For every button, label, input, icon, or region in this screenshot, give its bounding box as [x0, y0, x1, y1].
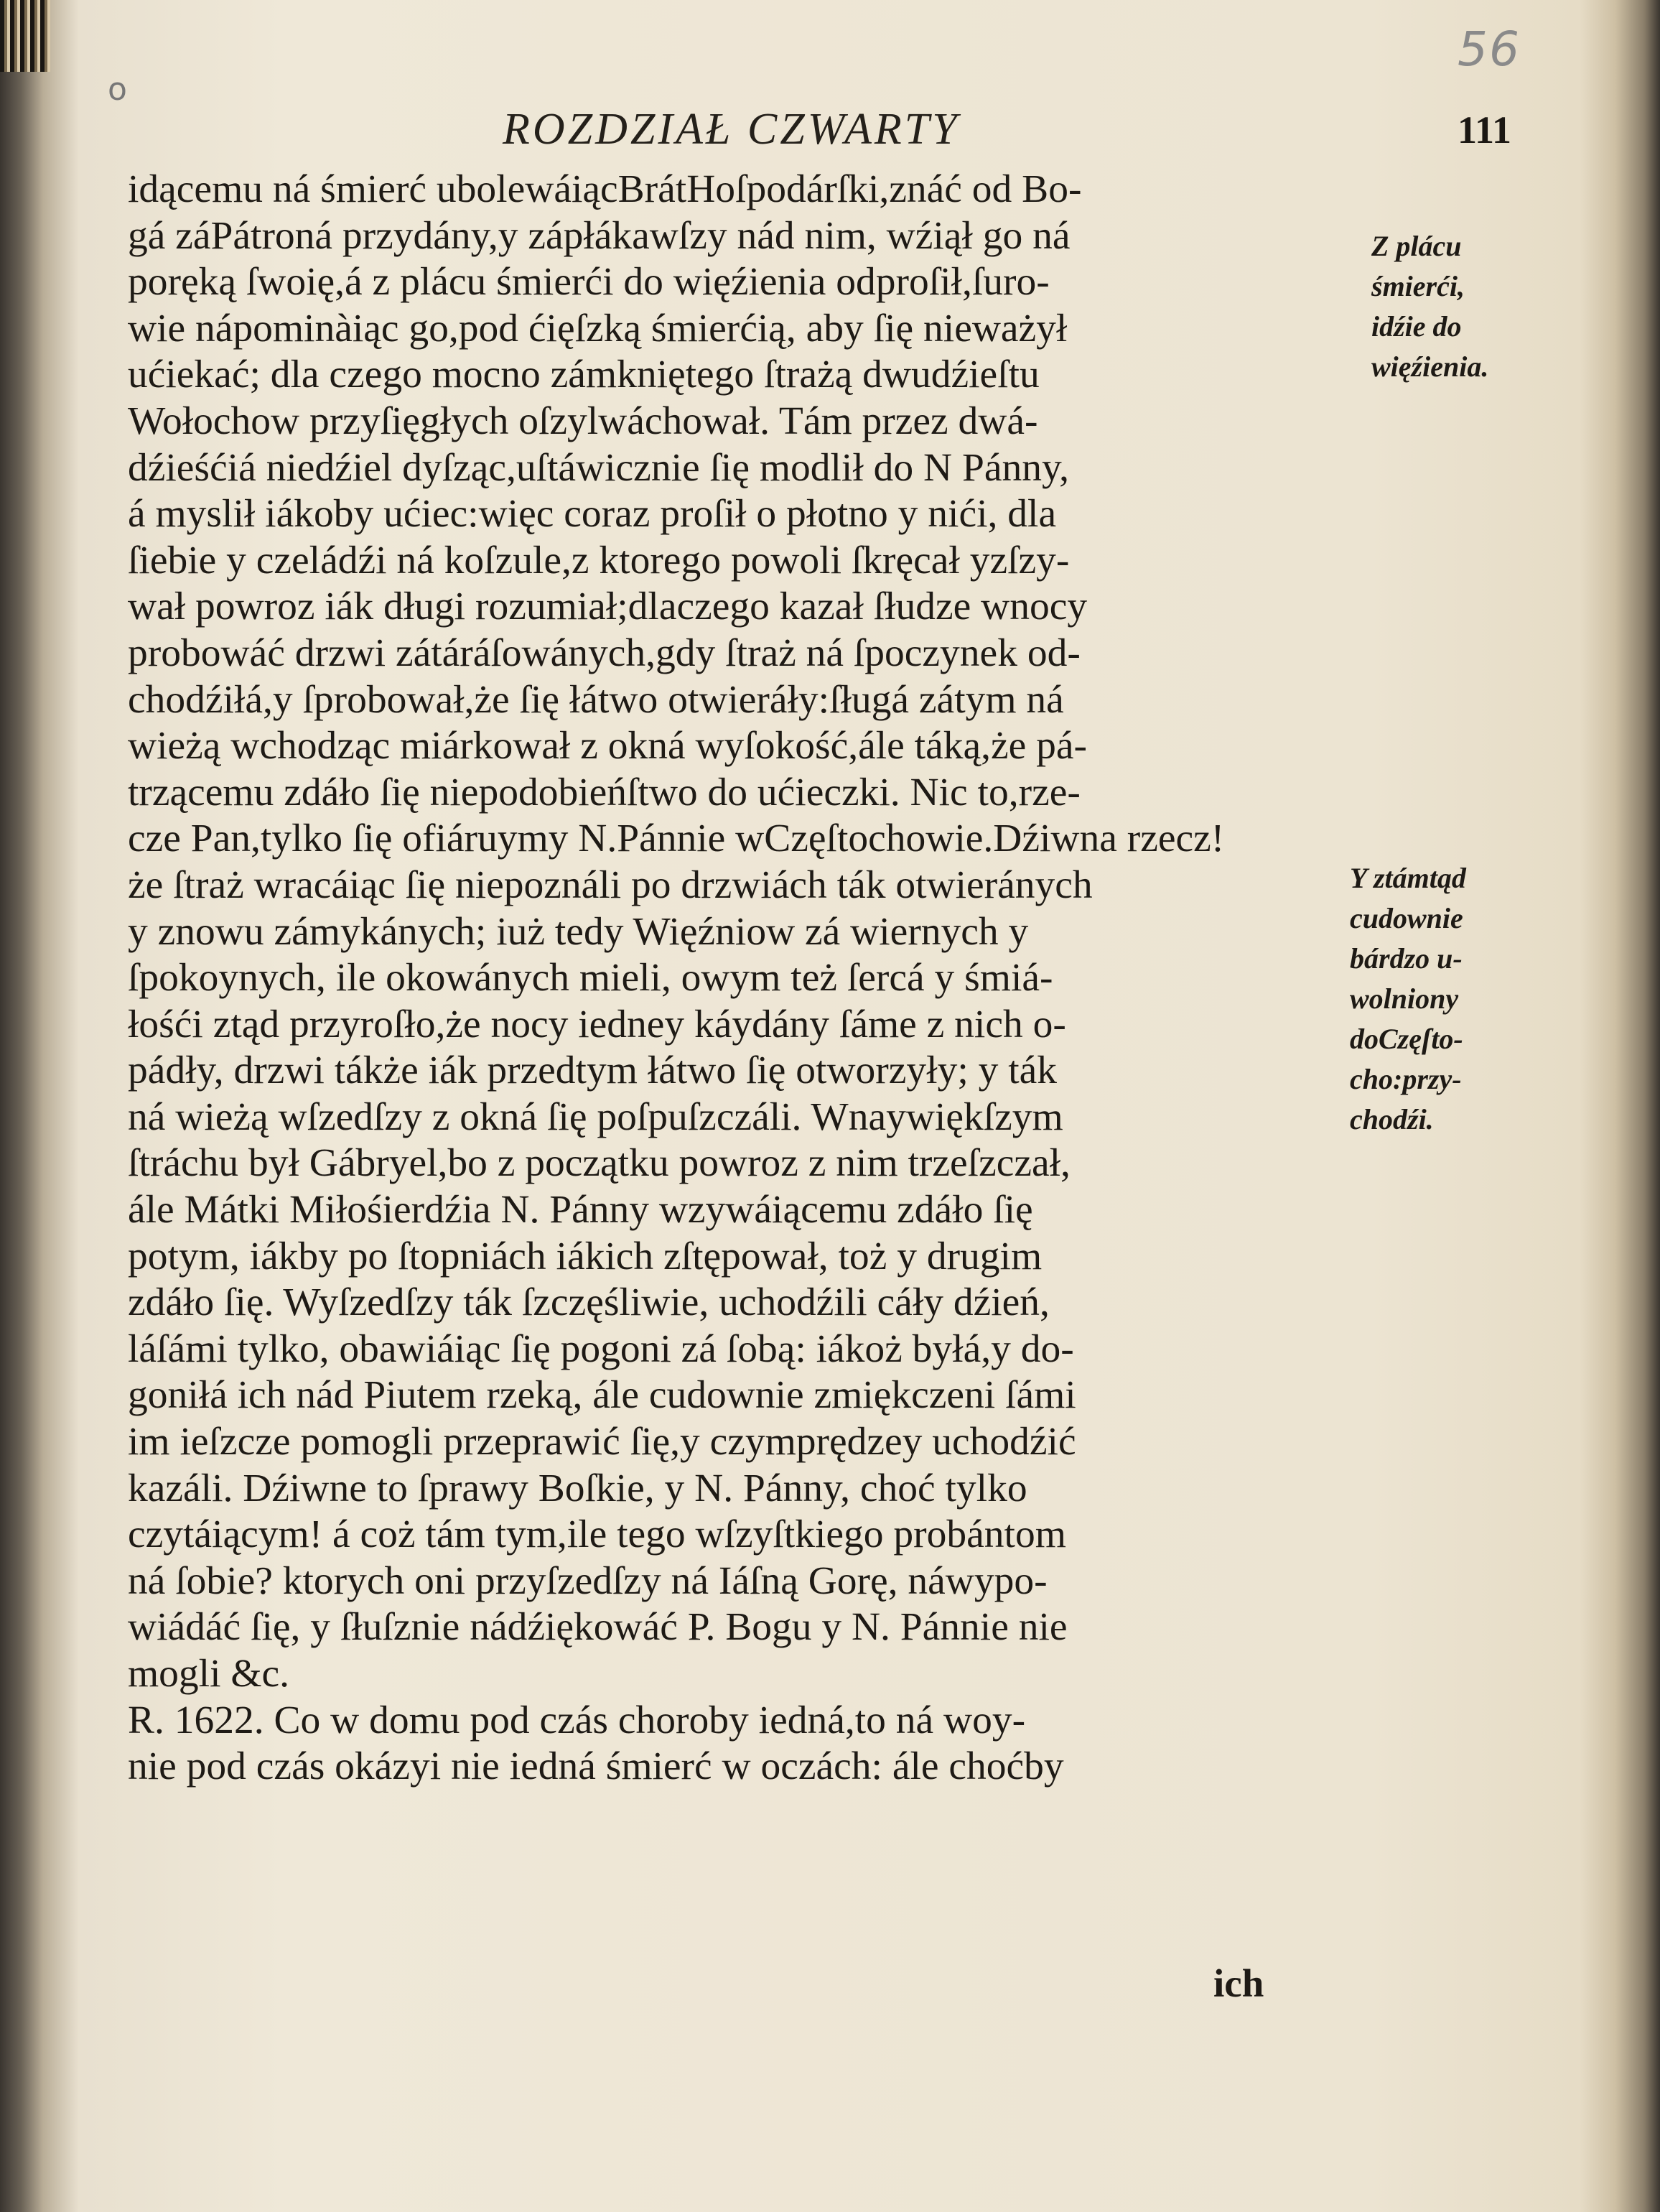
margin-note-release — [1350, 858, 1515, 1140]
margin-note-line: Y ztámtąd — [1350, 862, 1466, 894]
margin-note-line: bárdzo u- — [1350, 942, 1463, 975]
text-line: R. 1622. Co w domu pod czás choroby iedná,to ná woy- — [128, 1698, 1026, 1742]
margin-note-line: śmierći, — [1371, 270, 1465, 302]
text-line: Wołochow przyſięgłych oſzylwáchował. Tám przez dwá- — [128, 399, 1038, 443]
text-line: dźieśćiá niedźiel dyſząc,uſtáwicznie ſię modlił do N Pánny, — [128, 445, 1069, 490]
text-line: kazáli. Dźiwne to ſprawy Boſkie, y N. Pánny, choć tylko — [128, 1466, 1027, 1510]
page-number-handwritten: 56 — [1458, 22, 1521, 77]
margin-note-line: chodźi. — [1350, 1103, 1434, 1135]
text-line: im ieſzcze pomogli przeprawić ſię,y czymprędzey uchodźić — [128, 1420, 1076, 1464]
margin-note-line: Z plácu — [1371, 230, 1462, 262]
text-line: chodźiłá,y ſprobował,że ſię łátwo otwieráły:ſługá zátym ná — [128, 677, 1064, 722]
text-line: goniłá ich nád Piutem rzeką, ále cudownie zmiękczeni ſámi — [128, 1373, 1076, 1418]
text-line: że ſtraż wracáiąc ſię niepoználi po drzwiách ták otwieránych — [128, 863, 1093, 907]
margin-note-line: wolniony — [1350, 982, 1459, 1015]
text-line: gá záPátroná przydány,y zápłákawſzy nád nim, wźiął go ná — [128, 213, 1071, 258]
text-line: wiádáć ſię, y ſłuſznie nádźiękowáć P. Bogu y N. Pánnie nie — [128, 1605, 1068, 1650]
body-text — [128, 167, 1363, 1790]
margin-note-line: więźienia. — [1371, 350, 1489, 383]
text-line: potym, iákby po ſtopniách iákich zſtępował, toż y drugim — [128, 1234, 1043, 1278]
margin-note-prison — [1371, 226, 1537, 387]
text-line: á myslił iákoby ućiec:więc coraz proſił o płotno y nići, dla — [128, 492, 1057, 536]
folio-number: 111 — [1458, 108, 1512, 152]
text-line: ſpokoynych, ile okowánych mieli, owym też ſercá y śmiá- — [128, 956, 1053, 1000]
text-line: ſiebie y czeládźi ná koſzule,z ktorego powoli ſkręcał yzſzy- — [128, 538, 1070, 582]
text-line: wieżą wchodząc miárkował z okná wyſokość,ále táką,że pá- — [128, 724, 1087, 768]
text-line: mogli &c. — [128, 1652, 290, 1696]
text-line: łośći ztąd przyroſło,że nocy iedney káydány ſáme z nich o- — [128, 1002, 1066, 1046]
text-line: ná wieżą wſzedſzy z okná ſię poſpuſzczáli. Wnaywiękſzym — [128, 1095, 1063, 1139]
running-head: ROZDZIAŁ CZWARTY — [503, 105, 960, 154]
text-line: idącemu ná śmierć ubolewáiącBrátHoſpodárſki,znáć od Bo- — [128, 167, 1082, 211]
text-line: probowáć drzwi zátáráſowánych,gdy ſtraż ná ſpoczynek od- — [128, 631, 1081, 675]
text-line: ſtráchu był Gábryel,bo z początku powroz z nim trzeſzczał, — [128, 1141, 1071, 1186]
corner-mark: o — [108, 71, 127, 108]
text-line: láſámi tylko, obawiáiąc ſię pogoni zá ſobą: iákoż byłá,y do- — [128, 1326, 1074, 1371]
binding-edge — [0, 0, 50, 72]
text-line: cze Pan,tylko ſię ofiáruymy N.Pánnie wCzęſtochowie.Dźiwna rzecz! — [128, 817, 1225, 861]
text-line: wie nápominàiąc go,pod ćięſzką śmierćią, aby ſię nieważył — [128, 306, 1068, 350]
text-line: czytáiącym! á coż tám tym,ile tego wſzyſtkiego probántom — [128, 1512, 1066, 1557]
margin-note-line: idźie do — [1371, 310, 1462, 343]
text-line: ná ſobie? ktorych oni przyſzedſzy ná Iáſną Gorę, náwypo- — [128, 1558, 1048, 1603]
text-line: ále Mátki Miłośierdźia N. Pánny wzywáiącemu zdáło ſię — [128, 1188, 1033, 1232]
text-line: trzącemu zdáło ſię niepodobieńſtwo do ućieczki. Nic to,rze- — [128, 770, 1081, 814]
margin-note-line: cho:przy- — [1350, 1063, 1462, 1095]
text-line: wał powroz iák długi rozumiał;dlaczego kazał ſłudze wnocy — [128, 585, 1088, 629]
catchword: ich — [1213, 1961, 1264, 2005]
text-line: pádły, drzwi tákże iák przedtym łátwo ſię otworzyły; y ták — [128, 1049, 1058, 1093]
text-line: zdáło ſię. Wyſzedſzy ták ſzczęśliwie, uchodźili cáły dźień, — [128, 1281, 1050, 1325]
margin-note-line: cudownie — [1350, 902, 1463, 934]
margin-note-line: doCzęſto- — [1350, 1023, 1463, 1055]
text-line: y znowu zámykánych; iuż tedy Więźniow zá wiernych y — [128, 909, 1029, 954]
text-line: nie pod czás okázyi nie iedná śmierć w oczách: ále choćby — [128, 1744, 1064, 1789]
text-line: ućiekać; dla czego mocno zámkniętego ſtrażą dwudźieſtu — [128, 353, 1040, 397]
text-line: poręką ſwoię,á z plácu śmierći do więźienia odproſił,ſuro- — [128, 260, 1050, 305]
